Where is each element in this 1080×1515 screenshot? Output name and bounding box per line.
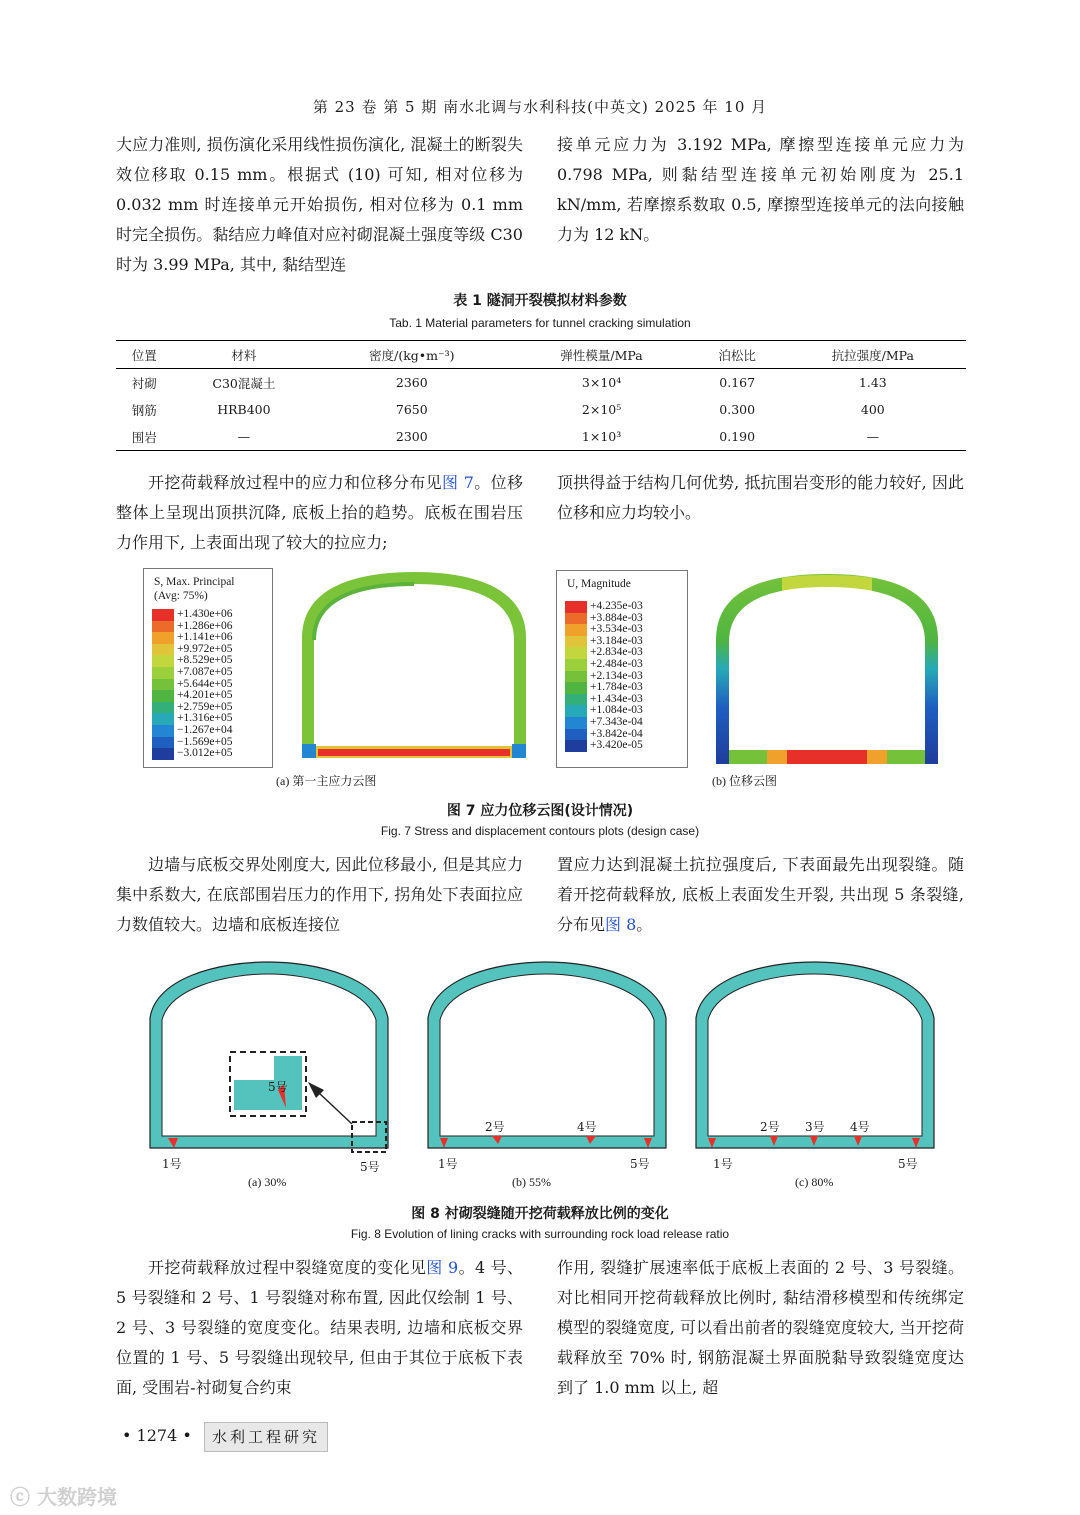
displacement-legend-title: U, Magnitude <box>567 578 631 590</box>
header-cell: 抗拉强度/MPa <box>831 347 914 363</box>
crack-label-5-a: 5号 <box>360 1160 380 1174</box>
legend-value: −3.012e+05 <box>177 747 233 760</box>
legend-swatch <box>152 644 174 656</box>
table-cell: 衬砌 <box>131 375 157 391</box>
legend-value: +5.644e+05 <box>177 677 233 690</box>
legend-swatch <box>152 737 174 749</box>
legend-value: +1.316e+05 <box>177 712 233 725</box>
legend-value: +3.420e-05 <box>590 739 643 752</box>
material-table <box>116 340 966 451</box>
table-row <box>116 423 966 451</box>
legend-value: +2.834e-03 <box>590 646 643 659</box>
stress-legend <box>143 568 273 768</box>
legend-value: +1.286e+06 <box>177 619 233 632</box>
table-cell: 0.190 <box>719 429 756 444</box>
legend-swatch <box>152 609 174 621</box>
legend-value: +1.784e-03 <box>590 681 643 694</box>
legend-swatch <box>565 705 587 717</box>
paragraph-4-left: 开挖荷载释放过程中裂缝宽度的变化见图 9。4 号、5 号裂缝和 2 号、1 号裂缝对称布置, 因此仅绘制 1 号、2 号、3 号裂缝的宽度变化。结果表明, 边墙和底板交界位置的 1 号、5 号裂缝出现较早, 但由于其位于底板下表面, 受围岩-衬砌复合约束 <box>116 1258 523 1397</box>
legend-value: +7.343e-04 <box>590 716 643 728</box>
legend-value: +8.529e+05 <box>177 654 233 667</box>
fig8-sub-b: (b) 55% <box>512 1175 551 1189</box>
table-cell: 2300 <box>395 429 428 444</box>
table-cell: — <box>866 429 880 444</box>
paragraph-3-right: 置应力达到混凝土抗拉强度后, 下表面最先出现裂缝。随着开挖荷载释放, 底板上表面发生开裂, 共出现 5 条裂缝, 分布见图 8。 <box>557 855 964 934</box>
legend-swatch <box>152 713 174 725</box>
running-head: 第 23 卷 第 5 期 南水北调与水利科技(中英文) 2025 年 10 月 <box>312 98 768 116</box>
table-cell: 400 <box>860 402 885 417</box>
fig7-caption-cn: 图 7 应力位移云图(设计情况) <box>446 803 634 819</box>
displacement-legend <box>556 570 688 768</box>
displacement-contour-plot <box>712 570 942 768</box>
header-cell: 泊松比 <box>718 347 756 363</box>
crack-label-2-b: 2号 <box>485 1120 505 1134</box>
legend-value: +4.201e+05 <box>177 689 233 702</box>
fig7-caption-en: Fig. 7 Stress and displacement contours plots (design case) <box>380 824 700 838</box>
legend-swatch <box>565 636 587 648</box>
table-cell: — <box>237 429 251 444</box>
paragraph-2-right: 顶拱得益于结构几何优势, 抵抗围岩变形的能力较好, 因此位移和应力均较小。 <box>557 473 964 522</box>
legend-value: +2.134e-03 <box>590 669 643 682</box>
table-cell: 1.43 <box>858 375 887 390</box>
legend-value: +4.235e-03 <box>590 600 643 612</box>
legend-value: +2.484e-03 <box>590 658 643 670</box>
legend-swatch <box>152 702 174 714</box>
paragraph-1-left: 大应力准则, 损伤演化采用线性损伤演化, 混凝土的断裂失效位移取 0.15 mm。根据式 (10) 可知, 相对位移为 0.032 mm 时连接单元开始损伤, 相对位移为 0.1 mm 时完全损伤。黏结应力峰值对应衬砌混凝土强度等级 C30 时为 3.99 MPa, 其中, 黏结型连 <box>116 135 523 274</box>
lining-30 <box>150 962 388 1152</box>
table-cell: C30混凝土 <box>212 375 276 391</box>
legend-swatch <box>565 613 587 625</box>
table-cell: 1×10³ <box>581 429 622 444</box>
crack-label-2-c: 2号 <box>760 1120 780 1134</box>
legend-swatch <box>565 624 587 636</box>
watermark: ⓒ 大数跨境 <box>10 1485 117 1509</box>
table-cell: 3×10⁴ <box>581 375 622 390</box>
stress-legend-title: S, Max. Principal <box>154 576 235 588</box>
legend-swatch <box>152 690 174 702</box>
table-cell: 0.300 <box>719 402 756 417</box>
fig7-sub-b: (b) 位移云图 <box>712 774 777 788</box>
paragraph-1-right: 接单元应力为 3.192 MPa, 摩擦型连接单元应力为 0.798 MPa, 则黏结型连接单元初始刚度为 25.1 kN/mm, 若摩擦系数取 0.5, 摩擦型连接单元的法向接触力为 12 kN。 <box>557 135 964 244</box>
fig8-sub-c: (c) 80% <box>795 1175 834 1189</box>
legend-swatch <box>565 717 587 729</box>
legend-swatch <box>565 671 587 683</box>
header-cell: 位置 <box>131 347 157 363</box>
legend-swatch <box>565 740 587 752</box>
table-header-row <box>116 341 966 369</box>
table-cell: 钢筋 <box>131 402 157 418</box>
crack-label-5-c: 5号 <box>898 1157 918 1171</box>
lining-55 <box>428 962 666 1148</box>
legend-value: +3.534e-03 <box>590 623 643 636</box>
figure-9-link[interactable]: 图 9 <box>426 1258 459 1277</box>
crack-label-1-b: 1号 <box>438 1157 458 1171</box>
legend-swatch <box>565 647 587 659</box>
stress-contour-plot <box>298 568 530 766</box>
legend-value: +7.087e+05 <box>177 666 233 678</box>
legend-value: +1.141e+06 <box>177 631 233 644</box>
legend-swatch <box>152 679 174 691</box>
figure-8-link[interactable]: 图 8 <box>605 915 637 934</box>
crack-label-5-zoom: 5号 <box>268 1080 288 1094</box>
legend-entry <box>565 740 735 752</box>
page-number: • 1274 • <box>122 1426 192 1445</box>
legend-swatch <box>152 667 174 679</box>
paragraph-3-left: 边墙与底板交界处刚度大, 因此位移最小, 但是其应力集中系数大, 在底部围岩压力的作用下, 拐角处下表面拉应力数值较大。边墙和底板连接位 <box>116 855 523 934</box>
crack-label-1-a: 1号 <box>162 1157 182 1171</box>
crack-label-4-b: 4号 <box>577 1120 597 1134</box>
legend-swatch <box>152 725 174 737</box>
legend-swatch <box>565 694 587 706</box>
paragraph-4-right: 作用, 裂缝扩展速率低于底板上表面的 2 号、3 号裂缝。对比相同开挖荷载释放比例时, 黏结滑移模型和传统绑定模型的裂缝宽度, 可以看出前者的裂缝宽度较大, 当开挖荷载释放至 70% 时, 钢筋混凝土界面脱黏导致裂缝宽度达到了 1.0 mm 以上, 超 <box>557 1258 964 1397</box>
figure-7-link[interactable]: 图 7 <box>442 473 474 492</box>
legend-swatch <box>565 682 587 694</box>
legend-value: +9.972e+05 <box>177 642 233 655</box>
table1-caption-en: Tab. 1 Material parameters for tunnel cracking simulation <box>389 316 691 330</box>
legend-entry <box>152 748 322 760</box>
header-cell: 材料 <box>231 347 257 363</box>
table-cell: 2360 <box>395 375 428 390</box>
fig7-sub-a: (a) 第一主应力云图 <box>276 774 377 788</box>
legend-swatch <box>152 748 174 760</box>
legend-value: +1.430e+06 <box>177 608 233 620</box>
table-row <box>116 369 966 397</box>
legend-value: +3.184e-03 <box>590 634 643 647</box>
table1-caption-cn: 表 1 隧洞开裂模拟材料参数 <box>453 293 627 309</box>
crack-label-1-c: 1号 <box>713 1157 733 1171</box>
legend-value: −1.569e+05 <box>177 735 233 748</box>
crack-label-3-c: 3号 <box>805 1120 825 1134</box>
table-cell: 7650 <box>395 402 428 417</box>
table-row <box>116 396 966 423</box>
legend-swatch <box>152 655 174 667</box>
legend-swatch <box>565 601 587 613</box>
fig8-sub-a: (a) 30% <box>248 1175 287 1189</box>
header-cell: 密度/(kg•m⁻³) <box>369 347 455 363</box>
header-cell: 弹性模量/MPa <box>560 347 643 363</box>
fig8-caption-cn: 图 8 衬砌裂缝随开挖荷载释放比例的变化 <box>411 1206 669 1222</box>
paragraph-2-left: 开挖荷载释放过程中的应力和位移分布见图 7。位移整体上呈现出顶拱沉降, 底板上抬的趋势。底板在围岩压力作用下, 上表面出现了较大的拉应力; <box>116 473 523 552</box>
legend-value: +2.759e+05 <box>177 700 233 713</box>
legend-value: +3.842e-04 <box>590 727 643 740</box>
journal-section-box: 水利工程研究 <box>204 1422 328 1452</box>
crack-label-5-b: 5号 <box>630 1157 650 1171</box>
stress-legend-subtitle: (Avg: 75%) <box>154 590 208 602</box>
legend-value: +1.084e-03 <box>590 704 643 717</box>
legend-value: +1.434e-03 <box>590 692 643 705</box>
table-cell: HRB400 <box>217 402 271 417</box>
table-cell: 0.167 <box>719 375 756 390</box>
legend-swatch <box>565 659 587 671</box>
legend-value: −1.267e+04 <box>177 724 233 736</box>
legend-swatch <box>152 621 174 633</box>
legend-value: +3.884e-03 <box>590 611 643 624</box>
crack-label-4-c: 4号 <box>850 1120 870 1134</box>
table-cell: 围岩 <box>131 429 157 445</box>
table-cell: 2×10⁵ <box>581 402 622 417</box>
legend-swatch <box>565 729 587 741</box>
fig8-caption-en: Fig. 8 Evolution of lining cracks with surrounding rock load release ratio <box>350 1227 730 1241</box>
legend-swatch <box>152 632 174 644</box>
